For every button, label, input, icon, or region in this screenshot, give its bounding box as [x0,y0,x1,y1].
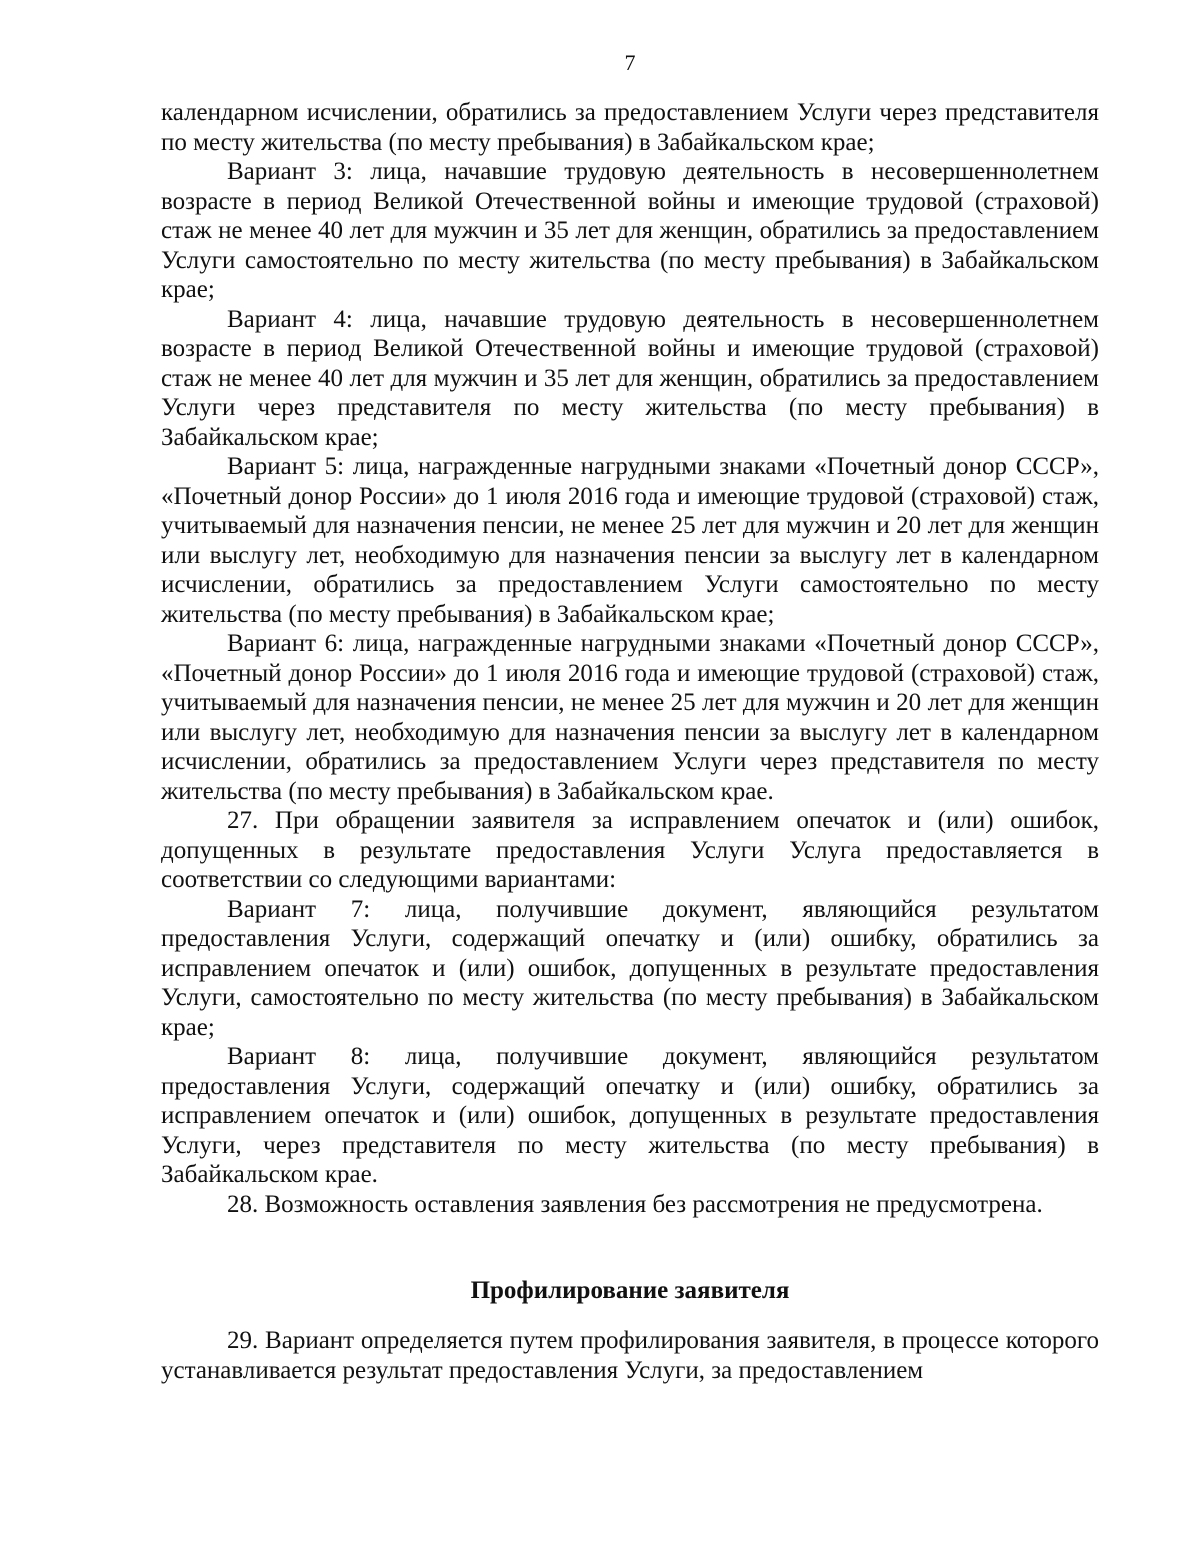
paragraph-variant-5: Вариант 5: лица, награжденные нагрудными знаками «Почетный донор СССР», «Почетный донор России» до 1 июля 2016 года и имеющие трудовой (страховой) стаж, учитываемый для назначения пенсии, не менее 25 лет для мужчин и 20 лет для женщин или выслугу лет, необходимую для назначения пенсии за выслугу лет в календарном исчислении, обратились за предоставлением Услуги самостоятельно по месту жительства (по месту пребывания) в Забайкальском крае; [161,453,1099,628]
paragraph-variant-7: Вариант 7: лица, получившие документ, являющийся результатом предоставления Услуги, содержащий опечатку и (или) ошибку, обратились за исправлением опечаток и (или) ошибок, допущенных в результате предоставления Услуги, самостоятельно по месту жительства (по месту пребывания) в Забайкальском крае; [161,895,1099,1041]
paragraph-item-27: 27. При обращении заявителя за исправлением опечаток и (или) ошибок, допущенных в результате предоставления Услуги Услуга предоставляется в соответствии со следующими вариантами: [161,807,1099,893]
document-body [161,98,1099,1385]
paragraph-continuation: календарном исчислении, обратились за предоставлением Услуги через представителя по месту жительства (по месту пребывания) в Забайкальском крае; [161,99,1099,156]
paragraph-item-29: 29. Вариант определяется путем профилирования заявителя, в процессе которого устанавливается результат предоставления Услуги, за предоставлением [161,1327,1099,1384]
page-number: 7 [624,50,636,75]
paragraph-variant-8: Вариант 8: лица, получившие документ, являющийся результатом предоставления Услуги, содержащий опечатку и (или) ошибку, обратились за исправлением опечаток и (или) ошибок, допущенных в результате предоставления Услуги, через представителя по месту жительства (по месту пребывания) в Забайкальском крае. [161,1043,1099,1188]
paragraph-variant-3: Вариант 3: лица, начавшие трудовую деятельность в несовершеннолетнем возрасте в период Великой Отечественной войны и имеющие трудовой (страховой) стаж не менее 40 лет для мужчин и 35 лет для женщин, обратились за предоставлением Услуги самостоятельно по месту жительства (по месту пребывания) в Забайкальском крае; [161,158,1099,303]
paragraph-item-28: 28. Возможность оставления заявления без рассмотрения не предусмотрена. [227,1190,1043,1218]
paragraph-variant-4: Вариант 4: лица, начавшие трудовую деятельность в несовершеннолетнем возрасте в период Великой Отечественной войны и имеющие трудовой (страховой) стаж не менее 40 лет для мужчин и 35 лет для женщин, обратились за предоставлением Услуги через представителя по месту жительства (по месту пребывания) в Забайкальском крае; [161,305,1099,451]
paragraph-variant-6: Вариант 6: лица, награжденные нагрудными знаками «Почетный донор СССР», «Почетный донор России» до 1 июля 2016 года и имеющие трудовой (страховой) стаж, учитываемый для назначения пенсии, не менее 25 лет для мужчин и 20 лет для женщин или выслугу лет, необходимую для назначения пенсии за выслугу лет в календарном исчислении, обратились за предоставлением Услуги через представителя по месту жительства (по месту пребывания) в Забайкальском крае. [161,630,1099,805]
section-heading: Профилирование заявителя [470,1277,790,1304]
